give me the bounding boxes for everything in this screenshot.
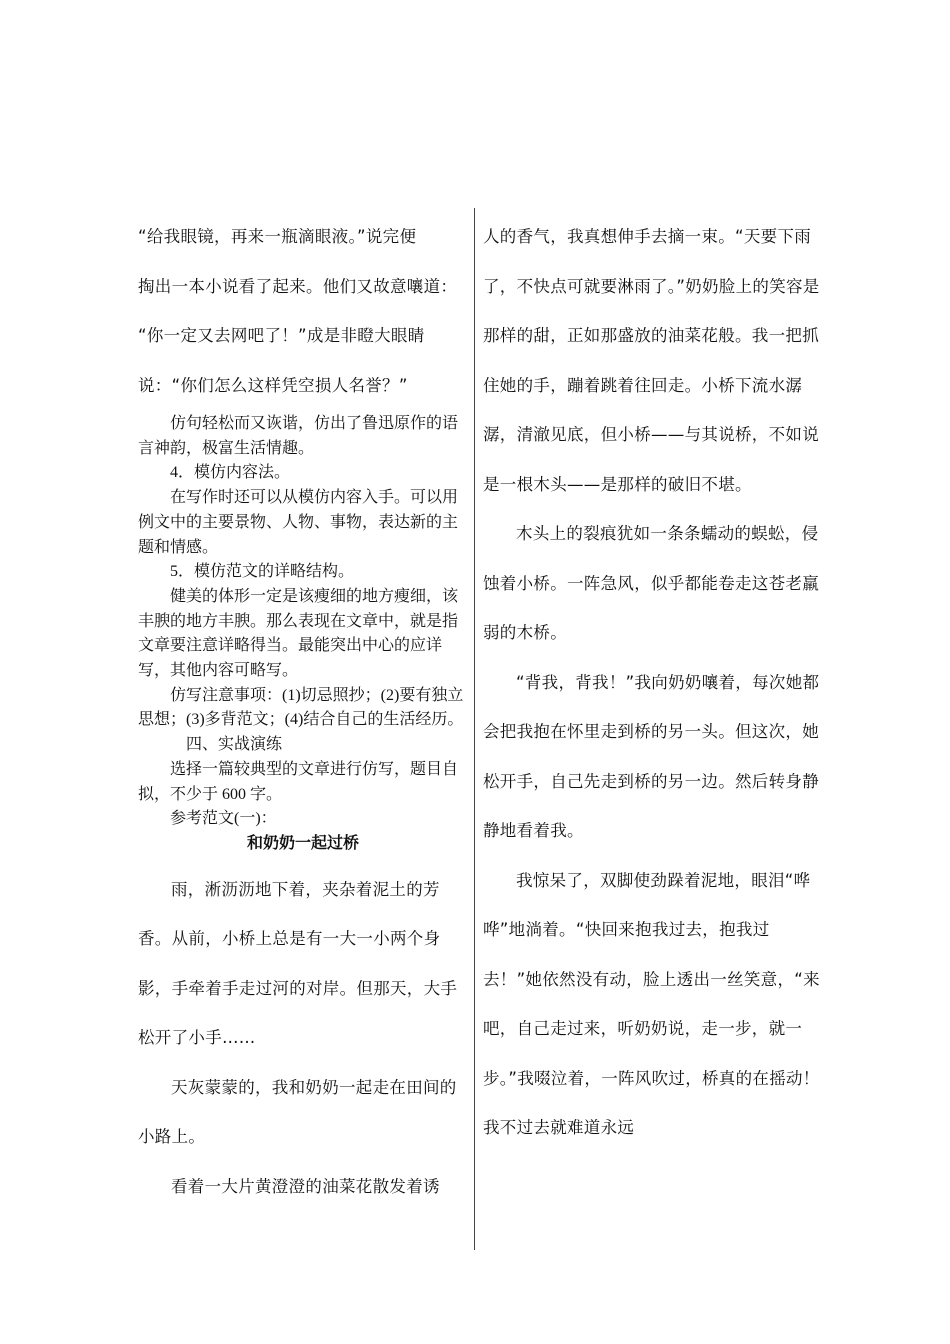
intro-line: “给我眼镜，再来一瓶滴眼液。”说完便 [138,227,417,246]
intro-line: 说：“你们怎么这样凭空损人名誉？” [138,375,408,395]
intro-line: 掏出一本小说看了起来。他们又故意嚷道： [138,276,458,296]
note-heading: 5．模仿范文的详略结构。 [170,563,355,581]
column-divider [474,208,475,1250]
intro-line: “你一定又去网吧了！”成是非瞪大眼睛 [138,326,425,345]
sample-label: 参考范文(一)： [170,810,277,828]
guidance-notes [138,412,468,857]
note-paragraph: 健美的体形一定是该瘦细的地方瘦细，该丰腴的地方丰腴。那么表现在文章中，就是指文章要注意详略得当。最能突出中心的应详写，其他内容可略写。 [138,587,459,680]
section-heading: 四、实战演练 [170,736,283,754]
essay-title: 和奶奶一起过桥 [246,834,359,852]
essay-paragraph: “背我，背我！”我向奶奶嚷着，每次她都会把我抱在怀里走到桥的另一头。但这次，她松开手，自己先走到桥的另一边。然后转身静静地看着我。 [483,672,820,840]
essay-body-right [483,212,823,1153]
essay-paragraph: 木头上的裂痕犹如一条条蠕动的蜈蚣，侵蚀着小桥。一阵急风，似乎都能卷走这苍老羸弱的木桥。 [483,524,819,642]
essay-paragraph: 天灰蒙蒙的，我和奶奶一起走在田间的小路上。 [138,1077,457,1147]
essay-paragraph: 人的香气，我真想伸手去摘一束。“天要下雨了，不快点可就要淋雨了。”奶奶脸上的笑容是那样的甜，正如那盛放的油菜花般。我一把抓住她的手，蹦着跳着往回走。小桥下流水潺潺，清澈见底，但小桥——与其说桥，不如说是一根木头——是那样的破旧不堪。 [483,227,820,494]
right-column [483,212,823,1153]
essay-paragraph: 看着一大片黄澄澄的油菜花散发着诱 [171,1176,440,1196]
essay-paragraph: 雨，淅沥沥地下着，夹杂着泥土的芳香。从前，小桥上总是有一大一小两个身影，手牵着手走过河的对岸。但那天，大手松开了小手…… [138,879,458,1048]
note-paragraph: 仿写注意事项：(1)切忌照抄；(2)要有独立思想；(3)多背范文；(4)结合自己的生活经历。 [138,686,464,729]
essay-body-left [138,865,468,1212]
note-paragraph: 仿句轻松而又诙谐，仿出了鲁迅原作的语言神韵，极富生活情趣。 [138,415,459,457]
note-paragraph: 在写作时还可以从模仿内容入手。可以用例文中的主要景物、人物、事物，表达新的主题和情感。 [138,489,459,556]
essay-paragraph: 我惊呆了，双脚使劲跺着泥地，眼泪“哗哗”地淌着。“快回来抱我过去，抱我过去！”她依然没有动，脸上透出一丝笑意，“来吧，自己走过来，听奶奶说，走一步，就一步。”我啜泣着，一阵风吹过，桥真的在摇动！我不过去就难道永远 [483,870,820,1137]
note-heading: 4．模仿内容法。 [170,464,291,482]
note-paragraph: 选择一篇较典型的文章进行仿写，题目自拟，不少于 600 字。 [138,760,459,803]
intro-passage [138,212,468,410]
left-column [138,212,468,1211]
